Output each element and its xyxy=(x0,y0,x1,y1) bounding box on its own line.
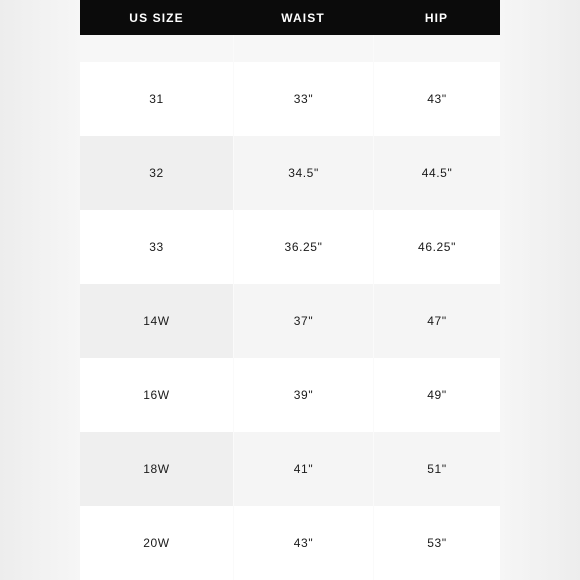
waist-cell: 34.5" xyxy=(233,136,373,210)
table-row xyxy=(80,358,500,432)
table-cell xyxy=(373,35,500,62)
waist-cell: 39" xyxy=(233,358,373,432)
size-cell: 33 xyxy=(80,210,233,284)
hip-cell: 44.5" xyxy=(373,136,500,210)
size-cell: 31 xyxy=(80,62,233,136)
size-cell: 14W xyxy=(80,284,233,358)
waist-cell: 41" xyxy=(233,432,373,506)
table-row xyxy=(80,136,500,210)
waist-cell: 36.25" xyxy=(233,210,373,284)
table-cell xyxy=(80,35,233,62)
table-row xyxy=(80,284,500,358)
header-hip: HIP xyxy=(424,10,449,25)
size-cell: 32 xyxy=(80,136,233,210)
table-cell xyxy=(233,35,373,62)
table-row xyxy=(80,506,500,580)
size-cell: 18W xyxy=(80,432,233,506)
hip-cell: 49" xyxy=(373,358,500,432)
table-header xyxy=(80,0,500,35)
hip-cell: 43" xyxy=(373,62,500,136)
table-row-partial xyxy=(80,35,500,62)
waist-cell: 37" xyxy=(233,284,373,358)
hip-cell: 47" xyxy=(373,284,500,358)
size-cell: 16W xyxy=(80,358,233,432)
header-waist: WAIST xyxy=(281,10,325,25)
size-chart-table xyxy=(80,0,500,580)
hip-cell: 53" xyxy=(373,506,500,580)
header-us-size: US SIZE xyxy=(129,10,184,25)
waist-cell: 43" xyxy=(233,506,373,580)
waist-cell: 33" xyxy=(233,62,373,136)
table-row xyxy=(80,62,500,136)
size-cell: 20W xyxy=(80,506,233,580)
hip-cell: 51" xyxy=(373,432,500,506)
hip-cell: 46.25" xyxy=(373,210,500,284)
table-row xyxy=(80,210,500,284)
table-row xyxy=(80,432,500,506)
